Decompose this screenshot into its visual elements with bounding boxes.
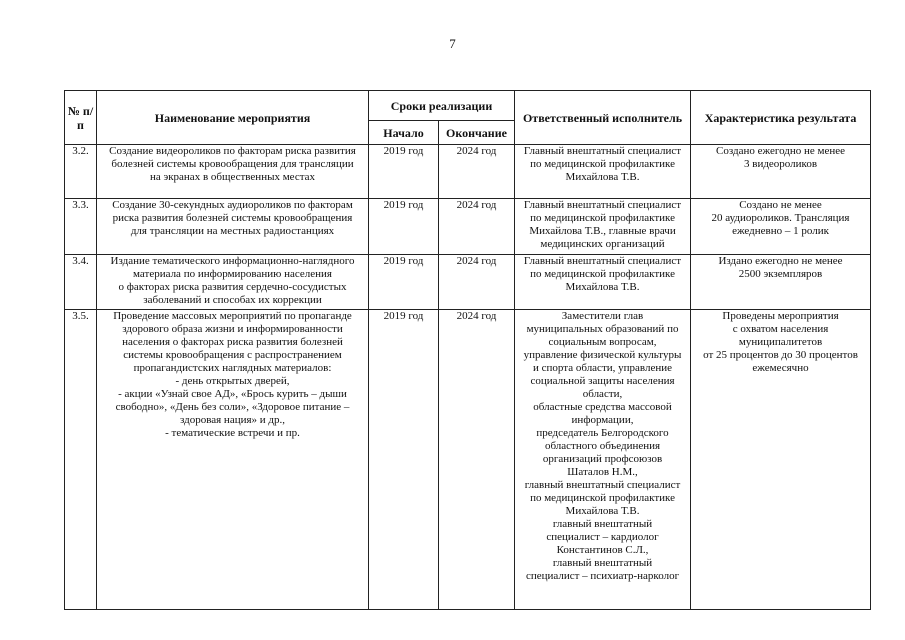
header-name: Наименование мероприятия <box>97 91 369 145</box>
responsible-line: областного объединения <box>544 440 661 452</box>
responsible-executor <box>515 310 691 610</box>
responsible-line: Главный внештатный специалист <box>523 199 682 211</box>
result-characteristic <box>691 255 871 310</box>
name-line: здорового образа жизни и информированности <box>122 323 343 335</box>
row-number: 3.2. <box>65 145 97 199</box>
activity-name <box>97 255 369 310</box>
name-line: материала по информированию населения <box>133 268 332 280</box>
result-line: 2500 экземпляров <box>738 268 823 280</box>
result-line: Проведены мероприятия <box>722 310 839 322</box>
table-row <box>65 310 871 610</box>
name-line: Создание видеороликов по факторам риска развития <box>109 145 356 157</box>
result-line: 3 видеороликов <box>744 158 818 170</box>
name-line: риска развития болезней системы кровообращения <box>112 212 353 224</box>
name-line: - тематические встречи и пр. <box>165 427 300 439</box>
header-terms: Сроки реализации <box>369 91 515 121</box>
end-year: 2024 год <box>439 255 515 310</box>
result-line: с охватом населения <box>732 323 829 335</box>
start-year: 2019 год <box>369 145 439 199</box>
responsible-line: управление физической культуры <box>523 349 682 361</box>
header-result: Характеристика результата <box>691 91 871 145</box>
name-line: на экранах в общественных местах <box>149 171 316 183</box>
result-line: Создано ежегодно не менее <box>716 145 846 157</box>
responsible-line: Михайлова Т.В. <box>565 505 640 517</box>
start-year: 2019 год <box>369 310 439 610</box>
name-line: Создание 30-секундных аудиороликов по факторам <box>112 199 353 211</box>
name-line: свободно», «День без соли», «Здоровое питание – <box>115 401 350 413</box>
responsible-line: Главный внештатный специалист <box>523 145 682 157</box>
responsible-line: Константинов С.Л., <box>556 544 649 556</box>
result-line: Издано ежегодно не менее <box>718 255 843 267</box>
responsible-line: организаций профсоюзов <box>542 453 663 465</box>
row-number: 3.3. <box>65 199 97 255</box>
start-year: 2019 год <box>369 199 439 255</box>
name-line: Проведение массовых мероприятий по пропаганде <box>113 310 352 322</box>
result-line: от 25 процентов до 30 процентов <box>703 349 858 361</box>
responsible-line: Заместители глав <box>561 310 644 322</box>
result-line: 20 аудиороликов. Трансляция <box>711 212 850 224</box>
responsible-line: Шаталов Н.М., <box>567 466 638 478</box>
result-line: ежемесячно <box>752 362 809 374</box>
header-responsible: Ответственный исполнитель <box>515 91 691 145</box>
responsible-executor <box>515 199 691 255</box>
activity-name <box>97 199 369 255</box>
activity-name <box>97 310 369 610</box>
table-row <box>65 199 871 255</box>
row-number: 3.4. <box>65 255 97 310</box>
responsible-executor <box>515 255 691 310</box>
result-line: Создано не менее <box>739 199 822 211</box>
end-year: 2024 год <box>439 199 515 255</box>
result-characteristic <box>691 310 871 610</box>
responsible-line: социальным вопросам, <box>548 336 657 348</box>
end-year: 2024 год <box>439 310 515 610</box>
activity-name <box>97 145 369 199</box>
responsible-line: главный внештатный <box>552 518 653 530</box>
responsible-line: по медицинской профилактике <box>530 212 675 224</box>
responsible-line: Михайлова Т.В., главные врачи <box>529 225 676 237</box>
responsible-line: медицинских организаций <box>540 238 665 250</box>
name-line: - день открытых дверей, <box>175 375 290 387</box>
responsible-line: главный внештатный <box>552 557 653 569</box>
name-line: здоровая нация» и др., <box>179 414 286 426</box>
header-end: Окончание <box>439 121 515 145</box>
responsible-line: муниципальных образований по <box>526 323 679 335</box>
header-start: Начало <box>369 121 439 145</box>
responsible-line: социальной защиты населения <box>530 375 675 387</box>
result-line: муниципалитетов <box>738 336 823 348</box>
responsible-line: по медицинской профилактике <box>530 158 675 170</box>
name-line: для трансляции на местных радиостанциях <box>130 225 335 237</box>
responsible-line: области, <box>582 388 623 400</box>
responsible-line: Михайлова Т.В. <box>565 281 640 293</box>
end-year: 2024 год <box>439 145 515 199</box>
responsible-line: Михайлова Т.В. <box>565 171 640 183</box>
responsible-line: Главный внештатный специалист <box>523 255 682 267</box>
name-line: заболеваний и способах их коррекции <box>143 294 322 306</box>
table-row <box>65 255 871 310</box>
responsible-line: специалист – психиатр-нарколог <box>525 570 680 582</box>
responsible-line: по медицинской профилактике <box>530 492 675 504</box>
name-line: о факторах риска развития сердечно-сосудистых <box>118 281 347 293</box>
name-line: - акции «Узнай свое АД», «Брось курить – дыши <box>118 388 347 400</box>
table-row <box>65 145 871 199</box>
name-line: болезней системы кровообращения для трансляции <box>111 158 354 170</box>
name-line: Издание тематического информационно-наглядного <box>110 255 355 267</box>
responsible-line: председатель Белгородского <box>536 427 669 439</box>
page-number: 7 <box>449 36 456 51</box>
responsible-line: специалист – кардиолог <box>546 531 659 543</box>
name-line: пропагандистских наглядных материалов: <box>133 362 332 374</box>
header-num: № п/п <box>65 91 97 145</box>
responsible-line: информации, <box>571 414 634 426</box>
responsible-line: главный внештатный специалист <box>524 479 681 491</box>
activities-table <box>64 90 871 610</box>
name-line: системы кровообращения с распространением <box>123 349 342 361</box>
start-year: 2019 год <box>369 255 439 310</box>
row-number: 3.5. <box>65 310 97 610</box>
name-line: населения о факторах риска развития болезней <box>122 336 343 348</box>
result-line: ежедневно – 1 ролик <box>732 225 829 237</box>
responsible-executor <box>515 145 691 199</box>
result-characteristic <box>691 199 871 255</box>
responsible-line: и спорта области, управление <box>533 362 672 374</box>
result-characteristic <box>691 145 871 199</box>
responsible-line: областные средства массовой <box>533 401 672 413</box>
responsible-line: по медицинской профилактике <box>530 268 675 280</box>
